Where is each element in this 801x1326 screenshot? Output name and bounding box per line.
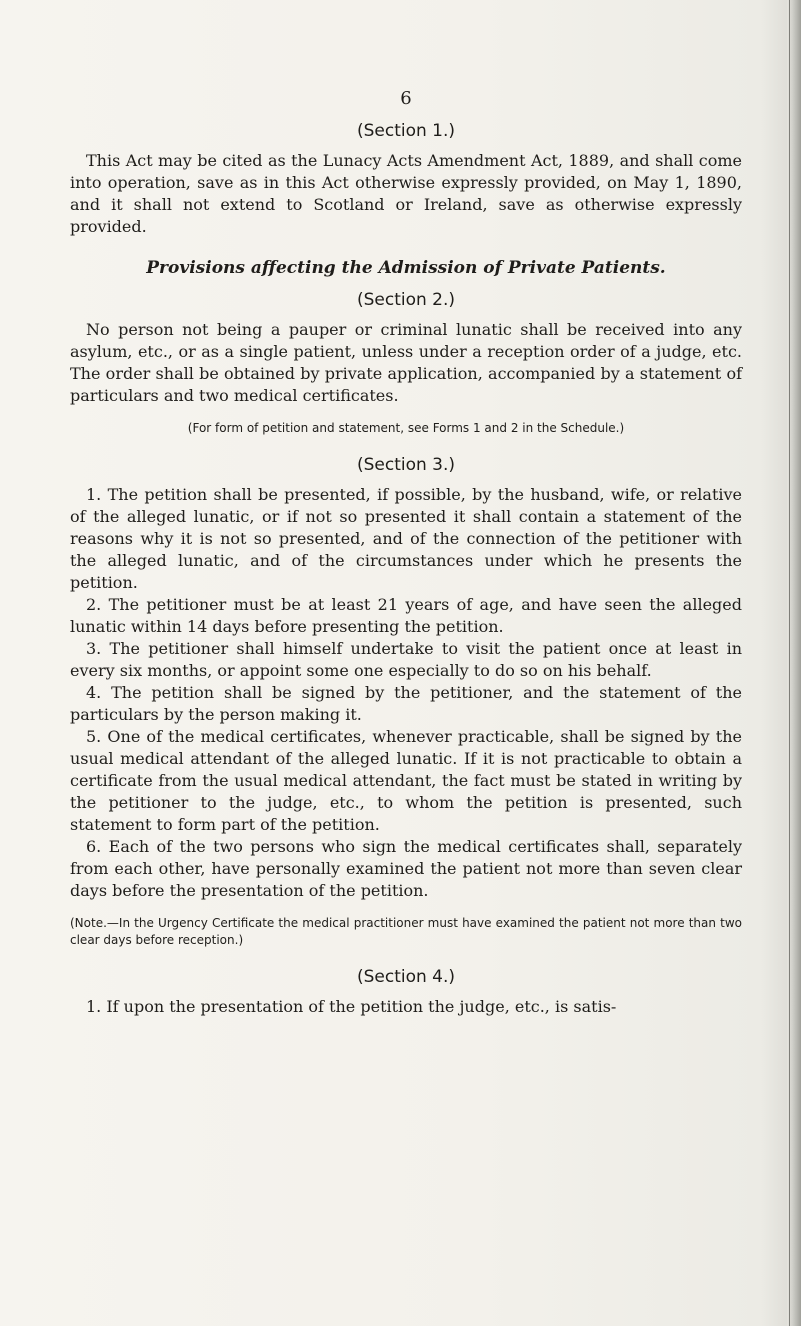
section-3-item-5: 5. One of the medical certificates, whenever practicable, shall be signed by the usual medical attendant of the alleged lunatic. If it is not practicable to obtain a certificate from the usual medical attendant, the fact must be stated in writing by the petitioner to the judge, etc., to whom the petition is presented, such statement to form part of the petition. (70, 727, 742, 834)
section-3-item-2: 2. The petitioner must be at least 21 years of age, and have seen the alleged lunatic within 14 days before presenting the petition. (70, 595, 742, 636)
document-body (70, 88, 742, 1018)
section-4-heading: (Section 4.) (356, 967, 456, 987)
section-2-text: No person not being a pauper or criminal lunatic shall be received into any asylum, etc., or as a single patient, unless under a reception order of a judge, etc. The order shall be obtained by private application, accompanied by a statement of particulars and two medical certificates. (70, 320, 742, 405)
page-edge-line (789, 0, 790, 1326)
section-1-text: This Act may be cited as the Lunacy Acts Amendment Act, 1889, and shall come into operation, save as in this Act otherwise expressly provided, on May 1, 1890, and it shall not extend to Scotland or Ireland, save as otherwise expressly provided. (70, 151, 742, 236)
section-3-note: (Note.—In the Urgency Certificate the medical practitioner must have examined the patient not more than two clear days before reception.) (70, 916, 742, 947)
page-number: 6 (400, 88, 412, 109)
section-2-heading: (Section 2.) (356, 290, 456, 310)
section-1-heading: (Section 1.) (356, 121, 456, 141)
section-2-note: (For form of petition and statement, see Forms 1 and 2 in the Schedule.) (187, 421, 625, 435)
section-3-item-3: 3. The petitioner shall himself undertake to visit the patient once at least in every six months, or appoint some one especially to do so on his behalf. (70, 639, 742, 680)
section-4-text: 1. If upon the presentation of the petition the judge, etc., is satis- (86, 997, 617, 1016)
section-3-item-1: 1. The petition shall be presented, if possible, by the husband, wife, or relative of the alleged lunatic, or if not so presented it shall contain a statement of the reasons why it is not so presented, and of the connection of the petitioner with the alleged lunatic, and of the circumstances under which he presents the petition. (70, 485, 742, 592)
section-3-item-6: 6. Each of the two persons who sign the medical certificates shall, separately from each other, have personally examined the patient not more than seven clear days before the presentation of the petition. (70, 837, 742, 900)
section-3-heading: (Section 3.) (356, 455, 456, 475)
section-3-item-4: 4. The petition shall be signed by the petitioner, and the statement of the particulars by the person making it. (70, 683, 742, 724)
provisions-heading: Provisions affecting the Admission of Private Patients. (146, 258, 666, 278)
